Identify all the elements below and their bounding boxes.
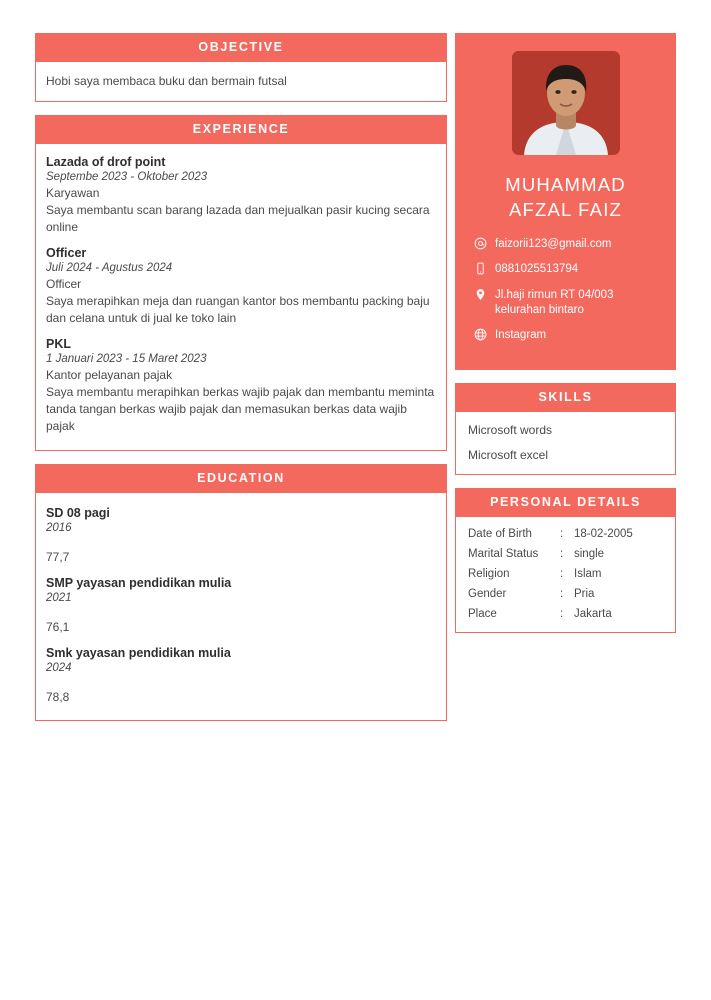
education-list <box>35 493 447 721</box>
detail-label: Date of Birth <box>468 527 532 540</box>
detail-row <box>468 608 665 620</box>
detail-separator: : <box>560 587 564 600</box>
education-school: SMP yayasan pendidikan mulia <box>46 575 232 590</box>
experience-title: Lazada of drof point <box>46 155 166 169</box>
experience-description: Saya merapihkan meja dan ruangan kantor bos membantu packing baju dan celana untuk di jual ke toko lain <box>46 293 430 326</box>
right-column <box>455 33 676 633</box>
objective-text: Hobi saya membaca buku dan bermain futsal <box>35 62 447 102</box>
full-name <box>455 173 676 223</box>
contact-email-text: faizorii123@gmail.com <box>495 237 612 250</box>
education-score: 76,1 <box>46 619 70 634</box>
detail-value: Jakarta <box>574 607 612 620</box>
detail-row <box>468 528 665 540</box>
instagram-icon <box>471 328 489 345</box>
location-icon <box>471 288 489 305</box>
detail-label: Gender <box>468 587 507 600</box>
contact-address-text: Jl.haji rirnun RT 04/003 kelurahan bintaro <box>495 288 614 317</box>
objective-header: OBJECTIVE <box>35 33 447 62</box>
education-item <box>46 576 436 634</box>
education-score: 77,7 <box>46 549 70 564</box>
detail-separator: : <box>560 527 564 540</box>
detail-row <box>468 548 665 560</box>
avatar <box>512 51 620 155</box>
detail-row <box>468 568 665 580</box>
personal-details-header: PERSONAL DETAILS <box>455 488 676 517</box>
phone-icon <box>471 262 489 279</box>
detail-row <box>468 588 665 600</box>
education-score: 78,8 <box>46 689 70 704</box>
detail-separator: : <box>560 547 564 560</box>
education-header: EDUCATION <box>35 464 447 493</box>
experience-role: Karyawan <box>46 186 100 200</box>
contact-instagram-text: Instagram <box>495 329 547 341</box>
experience-role: Kantor pelayanan pajak <box>46 367 173 382</box>
experience-date: Septembe 2023 - Oktober 2023 <box>46 171 208 183</box>
education-school: Smk yayasan pendidikan mulia <box>46 645 231 660</box>
education-item <box>46 506 436 564</box>
education-year: 2016 <box>46 521 72 534</box>
portrait-photo-icon <box>512 51 620 155</box>
contact-phone-text: 0881025513794 <box>495 263 579 276</box>
name-line-2: AFZAL FAIZ <box>508 198 623 220</box>
detail-label: Marital Status <box>468 547 539 560</box>
experience-description: Saya membantu scan barang lazada dan mejualkan pasir kucing secara online <box>46 203 430 235</box>
email-icon <box>471 237 489 254</box>
name-line-1: MUHAMMAD <box>505 174 626 195</box>
experience-role: Officer <box>46 276 82 291</box>
experience-date: 1 Januari 2023 - 15 Maret 2023 <box>46 352 207 365</box>
education-year: 2024 <box>46 661 72 674</box>
personal-details-section <box>455 488 676 633</box>
detail-separator: : <box>560 607 564 620</box>
education-school: SD 08 pagi <box>46 505 110 520</box>
contact-instagram[interactable] <box>471 328 662 345</box>
detail-value: Pria <box>574 587 595 600</box>
education-year: 2021 <box>46 591 72 604</box>
experience-item <box>46 337 436 436</box>
detail-value: 18-02-2005 <box>574 527 633 540</box>
detail-value: single <box>574 547 605 560</box>
experience-list <box>35 144 447 451</box>
skills-list <box>455 412 676 475</box>
skills-section <box>455 383 676 475</box>
education-item <box>46 646 436 704</box>
contact-address[interactable] <box>471 288 662 319</box>
personal-details-list <box>455 517 676 633</box>
detail-value: Islam <box>574 567 602 580</box>
experience-title: Officer <box>46 245 87 260</box>
experience-item <box>46 155 436 237</box>
experience-header: EXPERIENCE <box>35 115 447 144</box>
skills-header: SKILLS <box>455 383 676 412</box>
experience-date: Juli 2024 - Agustus 2024 <box>46 261 173 274</box>
detail-label: Place <box>468 607 497 620</box>
skill-item: Microsoft excel <box>468 447 549 462</box>
experience-section <box>35 115 447 451</box>
contact-email[interactable] <box>471 237 662 254</box>
profile-block <box>455 33 676 370</box>
education-section <box>35 464 447 721</box>
detail-label: Religion <box>468 567 510 580</box>
experience-description: Saya membantu merapihkan berkas wajib pajak dan membantu meminta tanda tangan berkas wajib pajak dan memasukan berkas data wajib pajak <box>46 384 435 434</box>
contact-phone[interactable] <box>471 262 662 279</box>
skill-item: Microsoft words <box>468 422 553 437</box>
objective-section <box>35 33 447 102</box>
detail-separator: : <box>560 567 564 580</box>
experience-item <box>46 246 436 328</box>
contact-list <box>455 237 676 345</box>
experience-title: PKL <box>46 336 71 351</box>
left-column <box>35 33 447 721</box>
